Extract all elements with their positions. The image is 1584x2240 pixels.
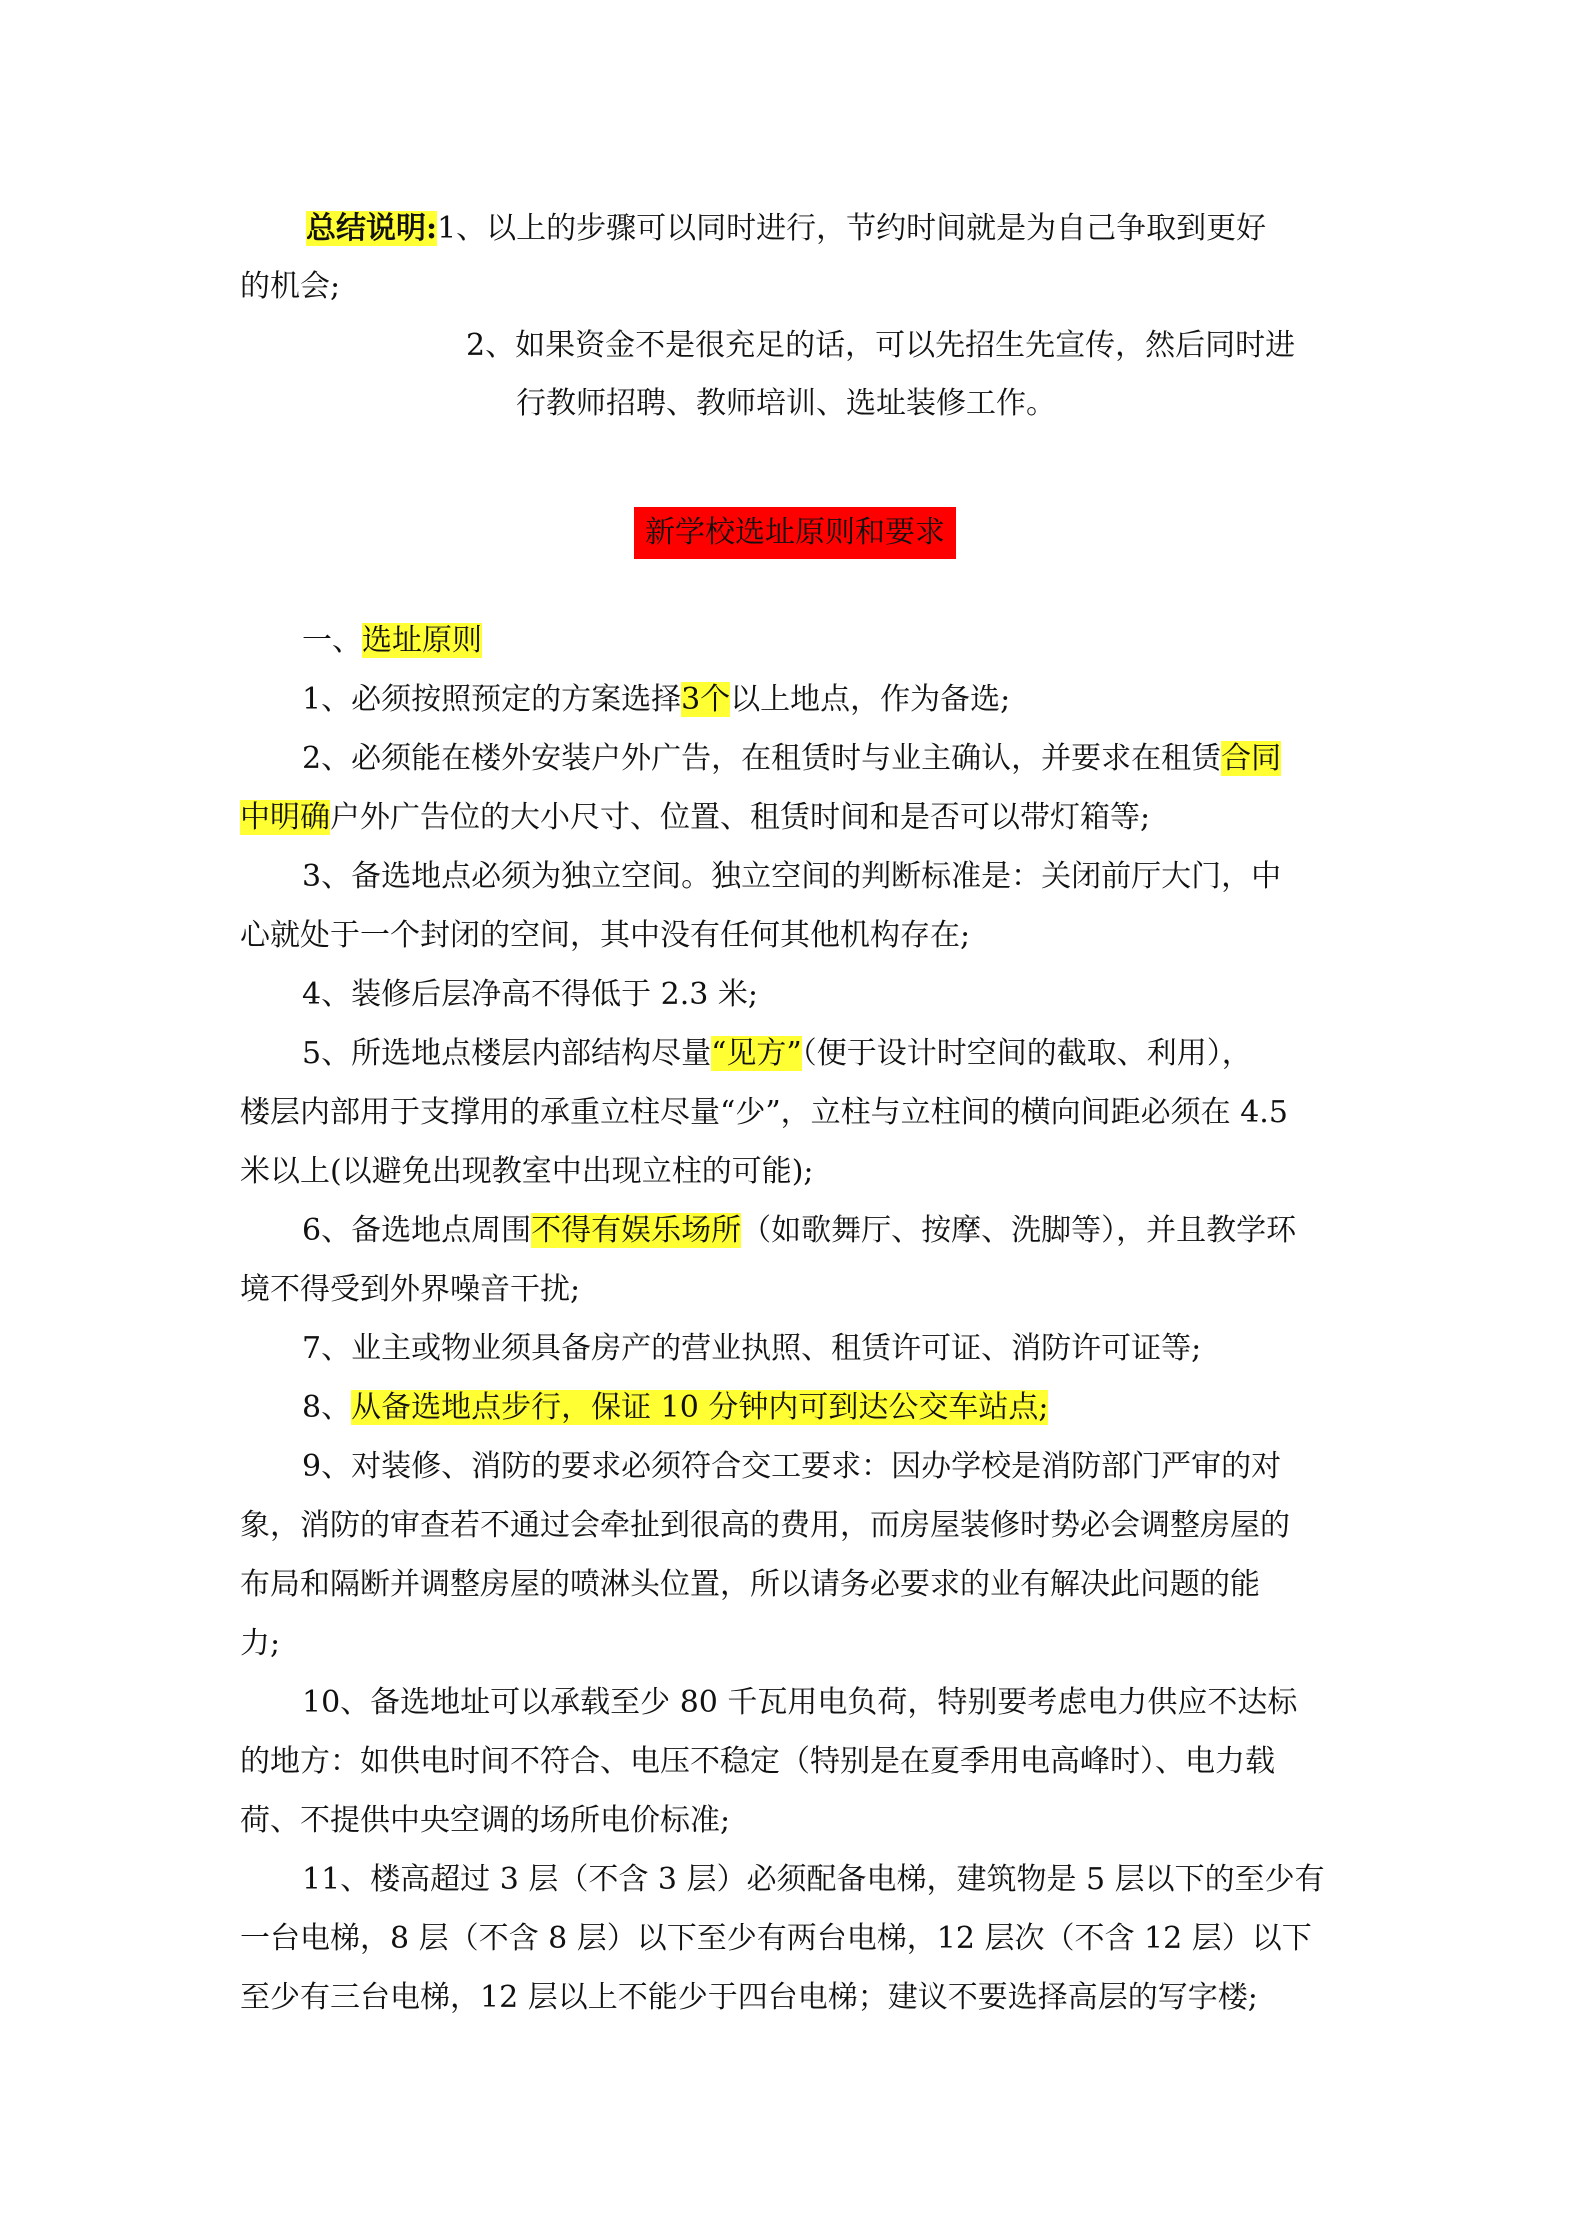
rule-1-b: 以上地点，作为备选; bbox=[730, 682, 1011, 717]
rule-10-b: 的地方：如供电时间不符合、电压不稳定（特别是在夏季用电高峰时）、电力载 bbox=[240, 1744, 1275, 1779]
summary-item-2-b: 行教师招聘、教师培训、选址装修工作。 bbox=[516, 386, 1056, 421]
rule-5-line-2 bbox=[240, 1084, 1288, 1142]
rule-4: 4、装修后层净高不得低于 2.3 米; bbox=[302, 977, 758, 1012]
rule-5-highlight: “见方” bbox=[711, 1036, 802, 1071]
rule-11-line-3 bbox=[240, 1969, 1258, 2027]
rule-2-highlight-1: 合同 bbox=[1221, 741, 1282, 776]
rule-9-line-3 bbox=[240, 1556, 1260, 1614]
summary-line-3 bbox=[466, 317, 1295, 375]
rule-10-line-2 bbox=[240, 1733, 1275, 1791]
section-title: 新学校选址原则和要求 bbox=[634, 507, 956, 559]
rule-10-a: 10、备选地址可以承载至少 80 千瓦用电负荷，特别要考虑电力供应不达标 bbox=[302, 1685, 1298, 1720]
rule-9-b: 象，消防的审查若不通过会牵扯到很高的费用，而房屋装修时势必会调整房屋的 bbox=[240, 1508, 1290, 1543]
rule-5-b: （便于设计时空间的截取、利用）， bbox=[801, 1036, 1252, 1071]
summary-item-1-b: 的机会; bbox=[240, 269, 341, 304]
rule-6-line-1 bbox=[302, 1202, 1296, 1260]
rule-9-d: 力; bbox=[240, 1626, 281, 1661]
rule-11-a: 11、楼高超过 3 层（不含 3 层）必须配备电梯，建筑物是 5 层以下的至少有 bbox=[302, 1862, 1325, 1897]
rule-2-b: 户外广告位的大小尺寸、位置、租赁时间和是否可以带灯箱等; bbox=[330, 800, 1151, 835]
rule-8-highlight: 从备选地点步行，保证 10 分钟内可到达公交车站点; bbox=[351, 1390, 1049, 1425]
rule-9-a: 9、对装修、消防的要求必须符合交工要求：因办学校是消防部门严审的对 bbox=[302, 1449, 1282, 1484]
rule-2-a: 2、必须能在楼外安装户外广告，在租赁时与业主确认，并要求在租赁 bbox=[302, 741, 1222, 776]
rule-11-b: 一台电梯，8 层（不含 8 层）以下至少有两台电梯，12 层次（不含 12 层）以下 bbox=[240, 1921, 1312, 1956]
rule-4-line-1 bbox=[302, 966, 758, 1024]
rule-6-c: 境不得受到外界噪音干扰; bbox=[240, 1272, 581, 1307]
rule-2-line-1 bbox=[302, 730, 1281, 788]
rule-3-line-1 bbox=[302, 848, 1281, 906]
rule-6-a: 6、备选地点周围 bbox=[302, 1213, 532, 1248]
rule-6-highlight: 不得有娱乐场所 bbox=[531, 1213, 742, 1248]
rule-3-b: 心就处于一个封闭的空间，其中没有任何其他机构存在; bbox=[240, 918, 971, 953]
rule-10-line-3 bbox=[240, 1792, 730, 1850]
rule-1-line-1 bbox=[302, 671, 1010, 729]
heading-line bbox=[302, 612, 482, 670]
rule-3-a: 3、备选地点必须为独立空间。独立空间的判断标准是：关闭前厅大门，中 bbox=[302, 859, 1282, 894]
rule-5-c: 楼层内部用于支撑用的承重立柱尽量“少”，立柱与立柱间的横向间距必须在 4.5 bbox=[240, 1095, 1288, 1130]
rule-9-line-1 bbox=[302, 1438, 1281, 1496]
heading-prefix: 一、 bbox=[302, 623, 362, 658]
rule-7-line-1 bbox=[302, 1320, 1201, 1378]
rule-5-a: 5、所选地点楼层内部结构尽量 bbox=[302, 1036, 712, 1071]
rule-1-highlight: 3个 bbox=[681, 682, 731, 717]
rule-7: 7、业主或物业须具备房产的营业执照、租赁许可证、消防许可证等; bbox=[302, 1331, 1202, 1366]
summary-item-1-a: 1、以上的步骤可以同时进行，节约时间就是为自己争取到更好 bbox=[437, 211, 1267, 246]
summary-line-1 bbox=[306, 200, 1266, 258]
rule-1-a: 1、必须按照预定的方案选择 bbox=[302, 682, 682, 717]
rule-6-line-2 bbox=[240, 1261, 580, 1319]
rule-8-a: 8、 bbox=[302, 1390, 352, 1425]
rule-5-line-1 bbox=[302, 1025, 1252, 1083]
rule-5-d: 米以上(以避免出现教室中出现立柱的可能); bbox=[240, 1154, 814, 1189]
summary-label: 总结说明: bbox=[306, 211, 438, 246]
rule-10-c: 荷、不提供中央空调的场所电价标准; bbox=[240, 1803, 731, 1838]
rule-11-c: 至少有三台电梯，12 层以上不能少于四台电梯；建议不要选择高层的写字楼; bbox=[240, 1980, 1258, 2015]
rule-11-line-1 bbox=[302, 1851, 1325, 1909]
rule-8-line-1 bbox=[302, 1379, 1048, 1437]
rule-11-line-2 bbox=[240, 1910, 1312, 1968]
rule-2-line-2 bbox=[240, 789, 1150, 847]
rule-2-highlight-2: 中明确 bbox=[240, 800, 330, 835]
summary-item-2-a: 2、如果资金不是很充足的话，可以先招生先宣传，然后同时进 bbox=[466, 328, 1296, 363]
rule-5-line-3 bbox=[240, 1143, 814, 1201]
heading-text: 选址原则 bbox=[362, 623, 482, 658]
summary-line-4 bbox=[516, 375, 1056, 433]
rule-9-line-2 bbox=[240, 1497, 1290, 1555]
rule-6-b: （如歌舞厅、按摩、洗脚等），并且教学环 bbox=[741, 1213, 1297, 1248]
rule-9-c: 布局和隔断并调整房屋的喷淋头位置，所以请务必要求的业有解决此问题的能 bbox=[240, 1567, 1260, 1602]
summary-line-2 bbox=[240, 258, 340, 316]
rule-9-line-4 bbox=[240, 1615, 280, 1673]
rule-3-line-2 bbox=[240, 907, 970, 965]
rule-10-line-1 bbox=[302, 1674, 1297, 1732]
